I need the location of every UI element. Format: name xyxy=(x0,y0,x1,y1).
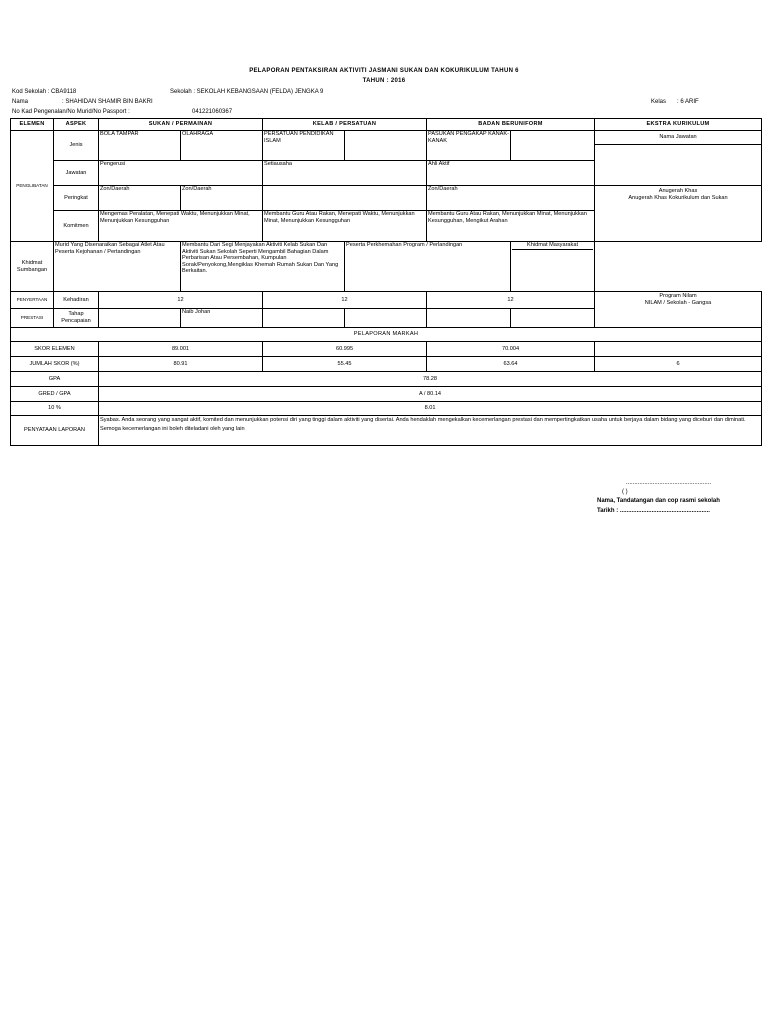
nama-value: : SHAHIDAN SHAMIR BIN BAKRI xyxy=(62,99,153,105)
anugerah-value: Anugerah Khas Kokurikulum dan Sukan xyxy=(628,194,728,201)
jumlah-ekstra: 6 xyxy=(595,357,762,372)
badan-peringkat: Zon/Daerah xyxy=(427,186,595,211)
ekstra-anugerah xyxy=(595,186,762,242)
kelab-peringkat xyxy=(263,186,427,211)
row-ten-percent xyxy=(11,402,762,416)
gpa-label: GPA xyxy=(11,372,99,387)
row-jenis xyxy=(11,131,762,145)
aspek-kehadiran: Kehadiran xyxy=(54,292,99,309)
sukan-peringkat-1: Zon/Daerah xyxy=(99,186,181,211)
badan-jenis-2 xyxy=(511,131,595,161)
gpa-value: 78.28 xyxy=(99,372,762,387)
sukan-komitmen: Mengemas Peralatan, Menepati Waktu, Menunjukkan Minat, Menunjukkan Kesungguhan xyxy=(99,211,263,242)
kelab-jenis-1: PERSATUAN PENDIDIKAN ISLAM xyxy=(263,131,345,161)
signature-paren: ( ) xyxy=(622,489,628,495)
row-skor-elemen xyxy=(11,342,762,357)
signature-tarikh: Tarikh : ...................................................... xyxy=(597,508,710,514)
aspek-jenis: Jenis xyxy=(54,131,99,161)
kelab-kehadiran: 12 xyxy=(263,292,427,309)
report-year: TAHUN : 2016 xyxy=(362,78,406,84)
row-khidmat xyxy=(11,242,762,292)
header-sukan: SUKAN / PERMAINAN xyxy=(99,119,263,131)
row-peringkat xyxy=(11,186,762,211)
jumlah-sukan: 80.91 xyxy=(99,357,263,372)
element-penglibatan: PENGLIBATAN xyxy=(11,131,54,242)
element-penyertaan: PENYERTAAN xyxy=(11,292,54,309)
header-elemen: ELEMEN xyxy=(11,119,54,131)
sukan-kehadiran: 12 xyxy=(99,292,263,309)
header-aspek: ASPEK xyxy=(54,119,99,131)
ekstra-khidmat xyxy=(511,242,595,292)
row-jumlah xyxy=(11,357,762,372)
element-prestasi: PRESTASI xyxy=(11,309,54,328)
badan-khidmat: Peserta Perkhemahan Program / Perlandingan xyxy=(345,242,511,292)
nama-label: Nama xyxy=(12,99,29,105)
badan-tahap-2 xyxy=(511,309,595,328)
aspek-khidmat: Khidmat Sumbangan xyxy=(11,242,54,292)
header-badan: BADAN BERUNIFORM xyxy=(427,119,595,131)
ic-value: 041221060367 xyxy=(192,109,233,115)
row-kehadiran xyxy=(11,292,762,309)
kelab-khidmat: Membantu Dari Segi Menjayakan Aktiviti Kelab Sukan Dan Aktiviti Sukan Sekolah Seperti Mengambil Bahagian Dalam Perbarisan Atau Persembahan, Kumpulan Sorak/Penyokong,Mengiklas Khemah Rumah Sukan Dan Yang Berkaitan. xyxy=(181,242,345,292)
signature-dots: ................................................... xyxy=(626,480,712,486)
gred-label: GRED / GPA xyxy=(11,387,99,402)
ten-percent-value: 8.01 xyxy=(99,402,762,416)
skor-elemen-label: SKOR ELEMEN xyxy=(11,342,99,357)
anugerah-title: Anugerah Khas xyxy=(658,188,698,194)
kelab-jawatan: Setiausaha xyxy=(263,161,427,186)
ekstra-program xyxy=(595,292,762,328)
ekstra-jawatan-blank xyxy=(595,145,762,186)
jumlah-kelab: 55.45 xyxy=(263,357,427,372)
signature-line: Nama, Tandatangan dan cop rasmi sekolah xyxy=(597,498,720,504)
header-row xyxy=(11,119,762,131)
aspek-tahap: Tahap Pencapaian xyxy=(54,309,99,328)
aspek-peringkat: Peringkat xyxy=(54,186,99,211)
row-pernyataan xyxy=(11,416,762,446)
header-ekstra: EKSTRA KURIKULUM xyxy=(595,119,762,131)
badan-jenis-1: PASUKAN PENGAKAP KANAK-KANAK xyxy=(427,131,511,161)
sukan-jenis-1: BOLA TAMPAR xyxy=(99,131,181,161)
sukan-tahap-2: Naib Johan xyxy=(181,309,263,328)
skor-elemen-sukan: 89.001 xyxy=(99,342,263,357)
kelab-tahap-2 xyxy=(345,309,427,328)
row-markah-title xyxy=(11,328,762,342)
khidmat-masyarakat-title: Khidmat Masyarakat xyxy=(512,242,593,250)
program-value: NILAM / Sekolah - Gangsa xyxy=(644,299,712,306)
ic-label: No Kad Pengenalan/No Murid/No Passport : xyxy=(12,109,130,115)
skor-elemen-ekstra xyxy=(595,342,762,357)
row-gred xyxy=(11,387,762,402)
sukan-tahap-1 xyxy=(99,309,181,328)
sekolah-name: Sekolah : SEKOLAH KEBANGSAAN (FELDA) JENGKA 9 xyxy=(170,89,324,95)
markah-title: PELAPORAN MARKAH xyxy=(11,328,762,342)
pernyataan-text: Syabas. Anda seorang yang sangat aktif, komited dan menunjukkan potensi diri yang tinggi dalam aktiviti yang disertai. Anda hendaklah mengekalkan kecemerlangan prestasi dan mempertingkatkan usaha untuk berjaya dalam bidang yang diceburi dan diminati. Semoga kecemerlangan ini boleh diteladani oleh yang lain xyxy=(99,416,762,446)
report-table xyxy=(10,118,762,446)
sukan-jawatan: Pengerusi xyxy=(99,161,263,186)
program-title: Program Nilam xyxy=(659,293,697,299)
kelas-value: : 6 ARIF xyxy=(677,99,699,105)
badan-kehadiran: 12 xyxy=(427,292,595,309)
aspek-jawatan: Jawatan xyxy=(54,161,99,186)
sukan-peringkat-2: Zon/Daerah xyxy=(181,186,263,211)
badan-komitmen: Membantu Guru Atau Rakan, Menunjukkan Minat, Menunjukkan Kesungguhan, Mengikut Arahan xyxy=(427,211,595,242)
ekstra-nama-jawatan: Nama Jawatan xyxy=(595,131,762,145)
header-kelab: KELAB / PERSATUAN xyxy=(263,119,427,131)
skor-elemen-badan: 70.004 xyxy=(427,342,595,357)
kelab-jenis-2 xyxy=(345,131,427,161)
kod-sekolah: Kod Sekolah : CBA9118 xyxy=(12,89,77,95)
ten-percent-label: 10 % xyxy=(11,402,99,416)
badan-tahap-1 xyxy=(427,309,511,328)
kelab-tahap-1 xyxy=(263,309,345,328)
sukan-jenis-2: OLAHRAGA xyxy=(181,131,263,161)
jumlah-label: JUMLAH SKOR (%) xyxy=(11,357,99,372)
gred-value: A / 80.14 xyxy=(99,387,762,402)
skor-elemen-kelab: 60.995 xyxy=(263,342,427,357)
pernyataan-label: PENYATAAN LAPORAN xyxy=(11,416,99,446)
badan-jawatan: Ahli Aktif xyxy=(427,161,595,186)
kelas-label: Kelas xyxy=(651,99,667,105)
report-title: PELAPORAN PENTAKSIRAN AKTIVITI JASMANI SUKAN DAN KOKURIKULUM TAHUN 6 xyxy=(249,68,519,74)
jumlah-badan: 63.64 xyxy=(427,357,595,372)
kelab-komitmen: Membantu Guru Atau Rakan, Menepati Waktu, Menunjukkan Minat, Menunjukkan Kesungguhan xyxy=(263,211,427,242)
aspek-komitmen: Komitmen xyxy=(54,211,99,242)
sukan-khidmat: Murid Yang Disenaraikan Sebagai Atlet Atau Peserta Kejohanan / Pertandingan xyxy=(54,242,181,292)
row-gpa xyxy=(11,372,762,387)
